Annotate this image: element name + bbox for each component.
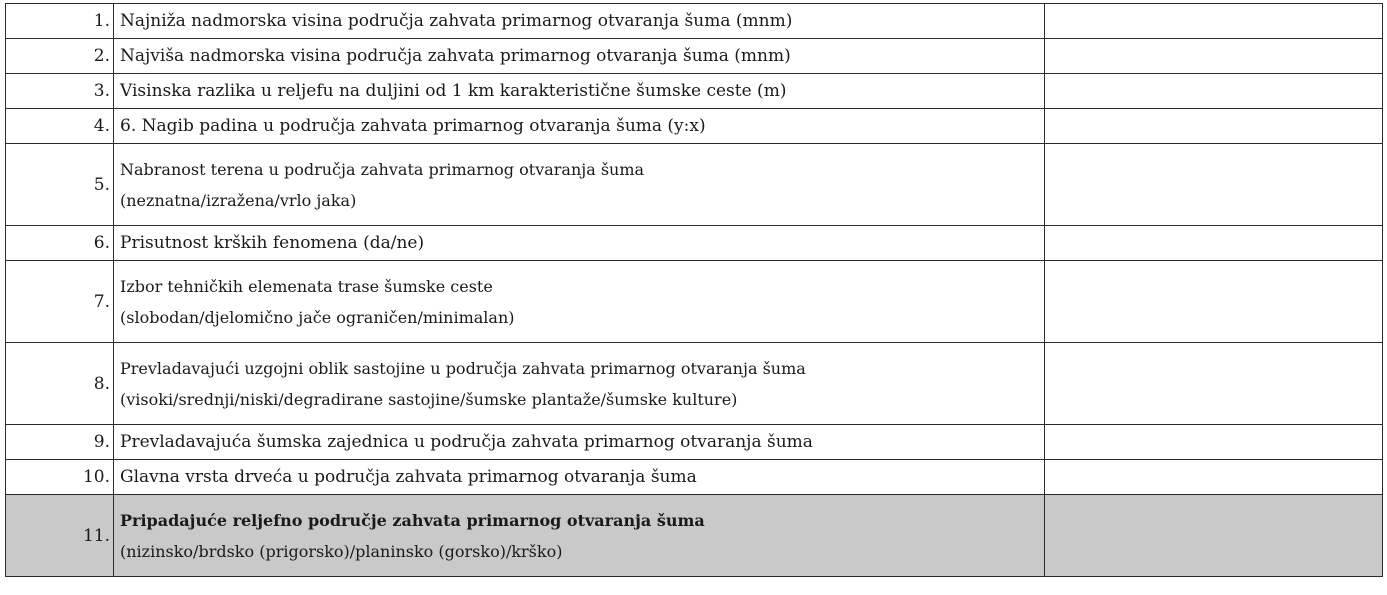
row-number: 2.	[6, 39, 114, 74]
row-description	[114, 144, 1045, 226]
table-row	[6, 39, 1383, 74]
row-number: 1.	[6, 4, 114, 39]
description-line: Visinska razlika u reljefu na duljini od 1 km karakteristične šumske ceste (m)	[120, 81, 787, 101]
table-row	[6, 144, 1383, 226]
row-description	[114, 261, 1045, 343]
row-description	[114, 425, 1045, 460]
description-options: (slobodan/djelomično jače ograničen/minimalan)	[120, 307, 515, 327]
row-description	[114, 343, 1045, 425]
value-cell[interactable]	[1045, 109, 1383, 144]
row-number: 9.	[6, 425, 114, 460]
value-cell[interactable]	[1045, 261, 1383, 343]
description-line: Najniža nadmorska visina područja zahvata primarnog otvaranja šuma (mnm)	[120, 11, 793, 31]
criteria-table	[5, 3, 1383, 577]
row-number: 3.	[6, 74, 114, 109]
description-line: Izbor tehničkih elemenata trase šumske ceste	[120, 276, 493, 296]
row-number: 10.	[6, 460, 114, 495]
description-line: Prevladavajuća šumska zajednica u područja zahvata primarnog otvaranja šuma	[120, 432, 813, 452]
row-number: 8.	[6, 343, 114, 425]
description-line: Nabranost terena u područja zahvata primarnog otvaranja šuma	[120, 159, 645, 179]
value-cell[interactable]	[1045, 39, 1383, 74]
row-description	[114, 39, 1045, 74]
table-row	[6, 109, 1383, 144]
value-cell[interactable]	[1045, 226, 1383, 261]
value-cell[interactable]	[1045, 74, 1383, 109]
description-line: 6. Nagib padina u područja zahvata primarnog otvaranja šuma (y:x)	[120, 116, 706, 136]
value-cell[interactable]	[1045, 495, 1383, 577]
row-description	[114, 460, 1045, 495]
table-row	[6, 425, 1383, 460]
table-row	[6, 226, 1383, 261]
row-description	[114, 109, 1045, 144]
value-cell[interactable]	[1045, 343, 1383, 425]
description-options: (visoki/srednji/niski/degradirane sastojine/šumske plantaže/šumske kulture)	[120, 389, 738, 409]
row-number: 5.	[6, 144, 114, 226]
row-number: 4.	[6, 109, 114, 144]
row-number: 11.	[6, 495, 114, 577]
value-cell[interactable]	[1045, 425, 1383, 460]
value-cell[interactable]	[1045, 4, 1383, 39]
row-number: 7.	[6, 261, 114, 343]
row-description	[114, 226, 1045, 261]
table-row	[6, 343, 1383, 425]
description-line: Najviša nadmorska visina područja zahvata primarnog otvaranja šuma (mnm)	[120, 46, 791, 66]
table-row	[6, 74, 1383, 109]
row-description	[114, 4, 1045, 39]
description-line: Pripadajuće reljefno područje zahvata primarnog otvaranja šuma	[120, 510, 705, 530]
table-row	[6, 460, 1383, 495]
table-row-highlighted	[6, 495, 1383, 577]
table-row	[6, 261, 1383, 343]
value-cell[interactable]	[1045, 460, 1383, 495]
row-description	[114, 495, 1045, 577]
table-row	[6, 4, 1383, 39]
value-cell[interactable]	[1045, 144, 1383, 226]
row-description	[114, 74, 1045, 109]
description-line: Prisutnost krških fenomena (da/ne)	[120, 233, 425, 253]
description-line: Prevladavajući uzgojni oblik sastojine u područja zahvata primarnog otvaranja šuma	[120, 358, 806, 378]
description-options: (nizinsko/brdsko (prigorsko)/planinsko (gorsko)/krško)	[120, 541, 563, 561]
row-number: 6.	[6, 226, 114, 261]
description-options: (neznatna/izražena/vrlo jaka)	[120, 190, 357, 210]
description-line: Glavna vrsta drveća u područja zahvata primarnog otvaranja šuma	[120, 467, 697, 487]
